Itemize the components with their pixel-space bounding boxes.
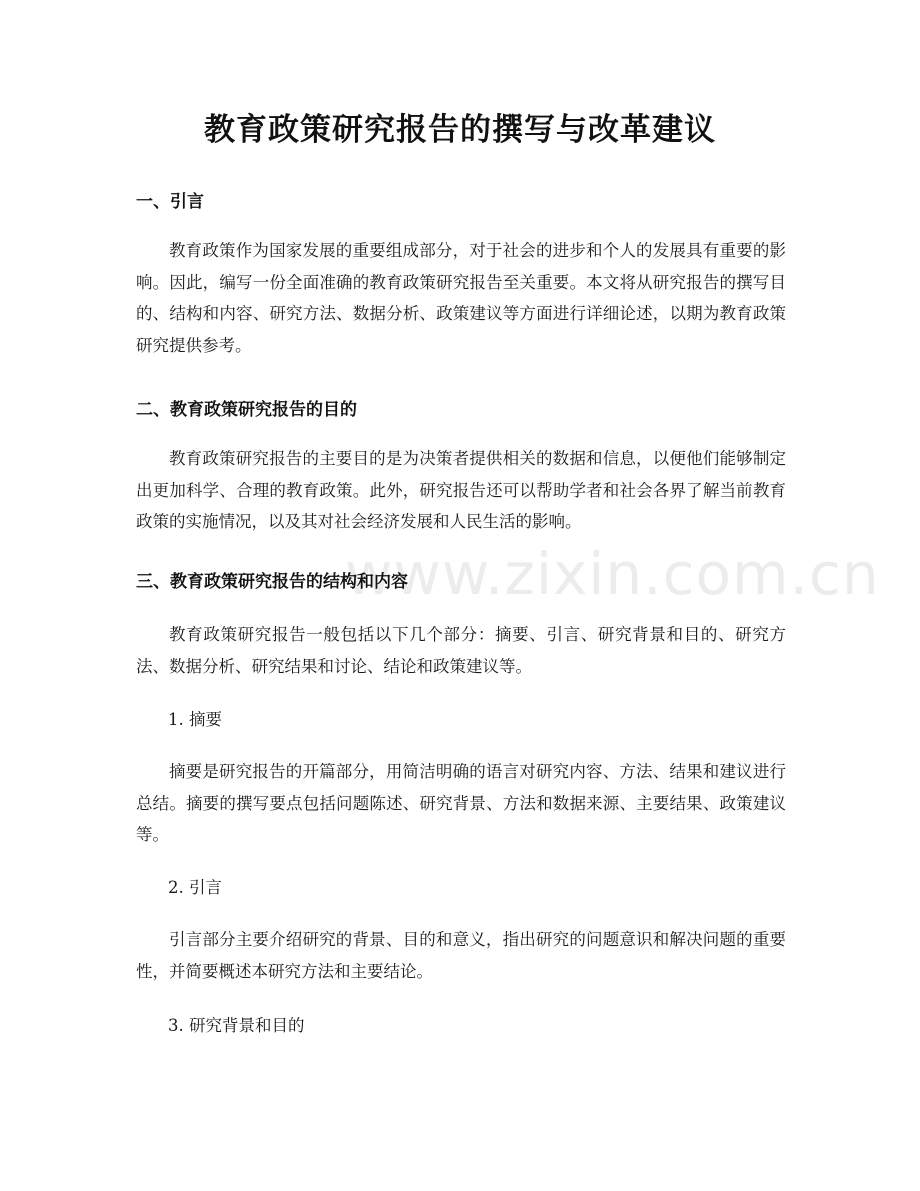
subsection-label-background: 3. 研究背景和目的 (168, 1016, 305, 1035)
watermark: www.zixin.com.cn (345, 540, 880, 608)
section-heading-intro: 一、引言 (136, 192, 204, 212)
subsection-label-abstract: 1. 摘要 (168, 710, 222, 729)
subsection-paragraph-introduction: 引言部分主要介绍研究的背景、目的和意义，指出研究的问题意识和解决问题的重要性，并简要概述本研究方法和主要结论。 (136, 930, 786, 981)
subsection-label-introduction: 2. 引言 (168, 878, 222, 897)
section-heading-purpose: 二、教育政策研究报告的目的 (136, 400, 357, 420)
section-paragraph-intro: 教育政策作为国家发展的重要组成部分，对于社会的进步和个人的发展具有重要的影响。因此，编写一份全面准确的教育政策研究报告至关重要。本文将从研究报告的撰写目的、结构和内容、研究方法、数据分析、政策建议等方面进行详细论述，以期为教育政策研究提供参考。 (136, 241, 786, 355)
section-heading-structure: 三、教育政策研究报告的结构和内容 (136, 572, 408, 592)
document-title: 教育政策研究报告的撰写与改革建议 (204, 112, 716, 148)
section-paragraph-structure: 教育政策研究报告一般包括以下几个部分：摘要、引言、研究背景和目的、研究方法、数据分析、研究结果和讨论、结论和政策建议等。 (136, 625, 786, 676)
subsection-paragraph-abstract: 摘要是研究报告的开篇部分，用简洁明确的语言对研究内容、方法、结果和建议进行总结。摘要的撰写要点包括问题陈述、研究背景、方法和数据来源、主要结果、政策建议等。 (136, 762, 786, 844)
section-paragraph-purpose: 教育政策研究报告的主要目的是为决策者提供相关的数据和信息，以便他们能够制定出更加科学、合理的教育政策。此外，研究报告还可以帮助学者和社会各界了解当前教育政策的实施情况，以及其对社会经济发展和人民生活的影响。 (136, 449, 786, 531)
